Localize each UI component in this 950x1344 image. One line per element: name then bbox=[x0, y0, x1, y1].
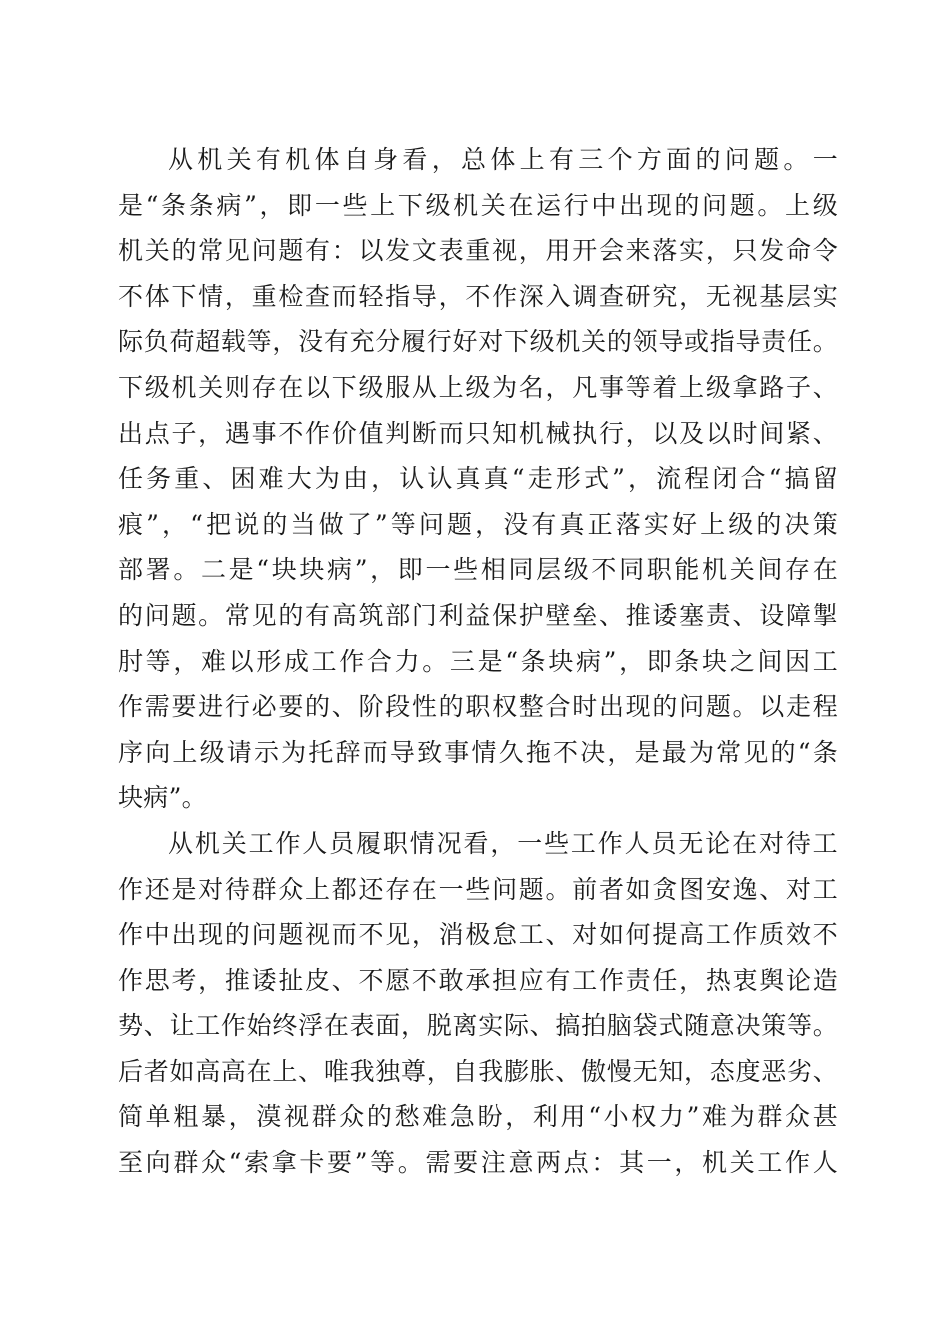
text-line: 作需要进行必要的、阶段性的职权整合时出现的问题。以走程 bbox=[118, 692, 838, 722]
text-line: 简单粗暴，漠视群众的愁难急盼，利用“小权力”难为群众甚 bbox=[118, 1102, 838, 1132]
text-line: 块病”。 bbox=[118, 783, 207, 813]
document-body bbox=[118, 137, 838, 1186]
text-line: 部署。二是“块块病”，即一些相同层级不同职能机关间存在 bbox=[118, 555, 838, 585]
text-line: 痕”，“把说的当做了”等问题，没有真正落实好上级的决策 bbox=[118, 509, 838, 539]
text-line: 出点子，遇事不作价值判断而只知机械执行，以及以时间紧、 bbox=[118, 418, 838, 448]
text-line: 不体下情，重检查而轻指导，不作深入调查研究，无视基层实 bbox=[118, 281, 838, 311]
text-line: 序向上级请示为托辞而导致事情久拖不决，是最为常见的“条 bbox=[118, 737, 838, 767]
text-line: 肘等，难以形成工作合力。三是“条块病”，即条块之间因工 bbox=[118, 646, 838, 676]
text-line: 下级机关则存在以下级服从上级为名，凡事等着上级拿路子、 bbox=[118, 372, 838, 402]
text-line: 是“条条病”，即一些上下级机关在运行中出现的问题。上级 bbox=[118, 190, 838, 220]
text-line: 任务重、困难大为由，认认真真“走形式”，流程闭合“搞留 bbox=[118, 464, 838, 494]
text-line: 从机关有机体自身看，总体上有三个方面的问题。一 bbox=[168, 145, 838, 174]
text-line: 机关的常见问题有：以发文表重视，用开会来落实，只发命令 bbox=[118, 236, 838, 266]
text-line: 后者如高高在上、唯我独尊，自我膨胀、傲慢无知，态度恶劣、 bbox=[118, 1056, 838, 1086]
text-line: 作还是对待群众上都还存在一些问题。前者如贪图安逸、对工 bbox=[118, 874, 838, 904]
text-line: 势、让工作始终浮在表面，脱离实际、搞拍脑袋式随意决策等。 bbox=[118, 1011, 838, 1041]
paragraph-1 bbox=[118, 137, 838, 821]
text-line: 际负荷超载等，没有充分履行好对下级机关的领导或指导责任。 bbox=[118, 327, 838, 357]
text-line: 作思考，推诿扯皮、不愿不敢承担应有工作责任，热衷舆论造 bbox=[118, 965, 838, 995]
text-line: 的问题。常见的有高筑部门利益保护壁垒、推诿塞责、设障掣 bbox=[118, 600, 838, 630]
paragraph-2 bbox=[118, 821, 838, 1186]
text-line: 至向群众“索拿卡要”等。需要注意两点：其一，机关工作人 bbox=[118, 1148, 838, 1178]
text-line: 作中出现的问题视而不见，消极怠工、对如何提高工作质效不 bbox=[118, 920, 838, 950]
text-line: 从机关工作人员履职情况看，一些工作人员无论在对待工 bbox=[168, 828, 838, 858]
